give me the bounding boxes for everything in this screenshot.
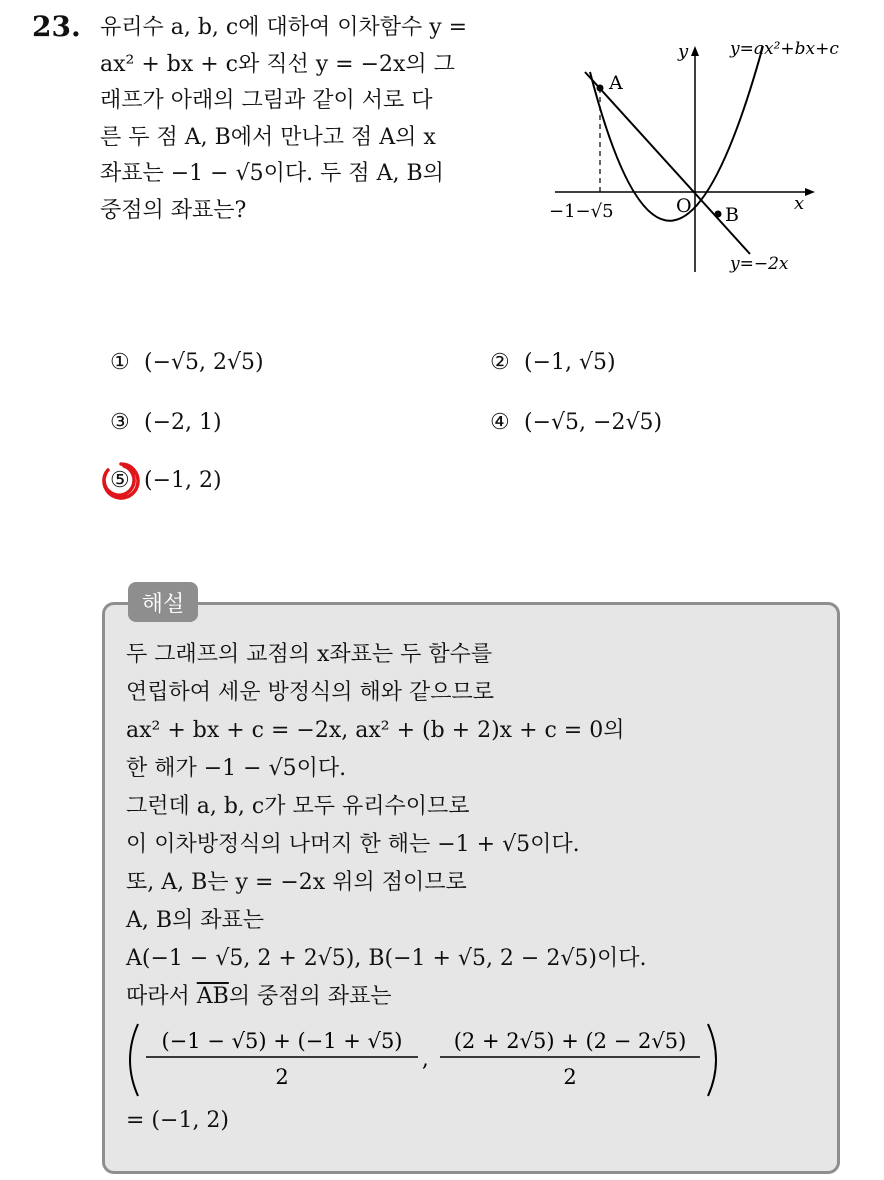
choice-5[interactable]: [110, 468, 222, 493]
question-line: 유리수 a, b, c에 대하여 이차함수 y =: [100, 15, 468, 40]
y-axis-label: y: [678, 41, 689, 62]
solution-tag: 해설: [128, 582, 198, 622]
solution-result: = (−1, 2): [126, 1108, 230, 1133]
comma: ,: [422, 1047, 429, 1071]
right-paren: [708, 1024, 716, 1096]
x-axis-label: x: [794, 193, 805, 214]
choice-2[interactable]: [490, 350, 616, 375]
selected-answer-circle-icon: [98, 458, 144, 504]
line-label: y=−2x: [730, 254, 789, 274]
solution-midpoint-line: [126, 978, 646, 1016]
fraction-2-denominator: 2: [563, 1065, 577, 1089]
choice-text: (−√5, −2√5): [524, 410, 663, 435]
question-line: 중점의 좌표는?: [100, 197, 247, 223]
solution-line: 그런데 a, b, c가 모두 유리수이므로: [126, 794, 470, 819]
question-text: [100, 10, 510, 229]
segment-ab: $\overline{AB}$: [196, 984, 229, 1009]
origin-label: O: [676, 195, 692, 217]
choice-number: ③: [110, 410, 130, 435]
choice-number: ②: [490, 350, 510, 375]
solution-line: 또, A, B는 y = −2x 위의 점이므로: [126, 870, 467, 895]
solution-line: ax² + bx + c = −2x, ax² + (b + 2)x + c = 0의: [126, 718, 625, 743]
midpoint-suffix: 의 중점의 좌표는: [228, 984, 392, 1009]
choice-4[interactable]: [490, 410, 662, 435]
fraction-1-numerator: (−1 − √5) + (−1 + √5): [161, 1029, 403, 1053]
choice-text: (−2, 1): [144, 410, 222, 435]
choice-3[interactable]: [110, 410, 222, 435]
choice-number: ①: [110, 350, 130, 375]
solution-line: A, B의 좌표는: [126, 908, 265, 933]
solution-line: 두 그래프의 교점의 x좌표는 두 함수를: [126, 642, 493, 667]
x-axis-arrow-icon: [805, 188, 815, 196]
choice-number: ⑤: [110, 468, 130, 493]
question-number: 23.: [32, 10, 81, 43]
question-line: 래프가 아래의 그림과 같이 서로 다: [100, 88, 433, 113]
point-a-label: A: [609, 72, 623, 94]
x-tick-label: −1−√5: [549, 201, 614, 222]
y-axis-arrow-icon: [691, 46, 699, 56]
question-line: 좌표는 −1 − √5이다. 두 점 A, B의: [100, 161, 444, 186]
choice-text: (−1, 2): [144, 468, 222, 493]
point-b-label: B: [725, 204, 739, 226]
left-paren: [130, 1024, 138, 1096]
choice-1[interactable]: [110, 350, 264, 375]
question-line: ax² + bx + c와 직선 y = −2x의 그: [100, 51, 455, 77]
fraction-1-denominator: 2: [275, 1065, 289, 1089]
function-graph: [545, 32, 880, 277]
solution-text: [126, 636, 646, 1016]
solution-line: A(−1 − √5, 2 + 2√5), B(−1 + √5, 2 − 2√5)이다.: [126, 946, 647, 971]
solution-line: 연립하여 세운 방정식의 해와 같으므로: [126, 680, 495, 705]
midpoint-prefix: 따라서: [126, 984, 197, 1009]
fraction-2-numerator: (2 + 2√5) + (2 − 2√5): [453, 1029, 687, 1053]
point-a: [597, 85, 604, 92]
midpoint-fraction: [118, 1020, 738, 1100]
point-b: [715, 211, 722, 218]
question-line: 른 두 점 A, B에서 만나고 점 A의 x: [100, 124, 436, 150]
choice-text: (−√5, 2√5): [144, 350, 264, 375]
line-y-neg2x: [585, 72, 750, 254]
choice-text: (−1, √5): [524, 350, 616, 375]
solution-line: 이 이차방정식의 나머지 한 해는 −1 + √5이다.: [126, 832, 580, 857]
parabola-label: y=ax²+bx+c: [730, 39, 839, 59]
solution-line: 한 해가 −1 − √5이다.: [126, 756, 347, 781]
choice-number: ④: [490, 410, 510, 435]
